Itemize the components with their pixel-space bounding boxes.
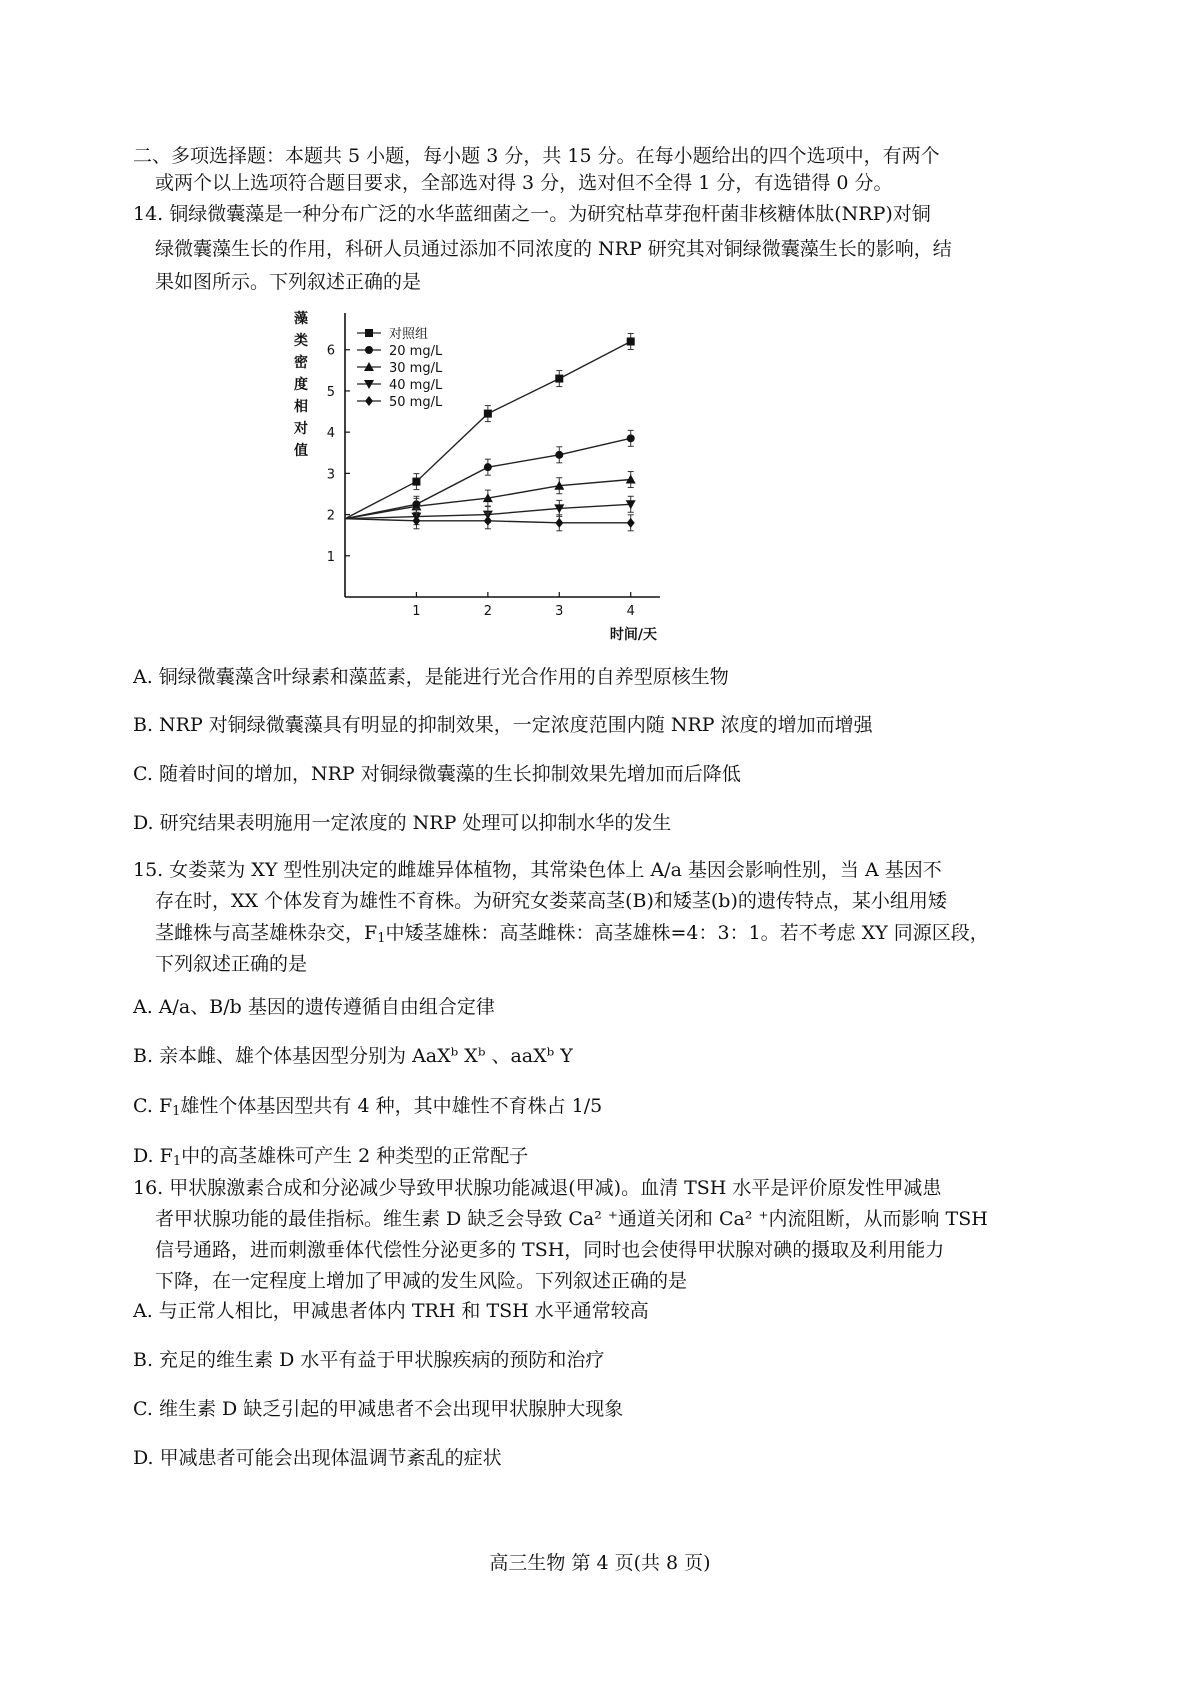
x-axis-label: 时间/天 [609,627,657,643]
x-tick-label: 3 [555,604,564,619]
section-heading-line-1: 二、多项选择题：本题共 5 小题，每小题 3 分，共 15 分。在每小题给出的四个选项中，有两个 [133,145,940,167]
data-point [484,516,492,526]
q16-stem-line-4: 下降，在一定程度上增加了甲减的发生风险。下列叙述正确的是 [155,1270,688,1292]
algae-density-chart [280,305,690,645]
x-tick-label: 1 [412,604,421,619]
q15-option-b[interactable]: B. 亲本雌、雄个体基因型分别为 AaXᵇ Xᵇ 、aaXᵇ Y [133,1045,573,1067]
data-point [555,451,563,459]
q14-stem-line-3: 果如图所示。下列叙述正确的是 [155,271,422,293]
section-heading-line-2: 或两个以上选项符合题目要求，全部选对得 3 分，选对但不全得 1 分，有选错得 0 分。 [155,172,893,194]
data-point [484,463,492,471]
q14-option-d[interactable]: D. 研究结果表明施用一定浓度的 NRP 处理可以抑制水华的发生 [133,812,672,834]
q15-option-d[interactable]: D. $F_1$中的高茎雄株可产生 2 种类型的正常配子 [133,1145,529,1169]
chart-axes [293,310,660,643]
q14-option-a[interactable]: A. 铜绿微囊藻含叶绿素和藻蓝素，是能进行光合作用的自养型原核生物 [133,666,729,688]
q14-option-c[interactable]: C. 随着时间的增加，NRP 对铜绿微囊藻的生长抑制效果先增加而后降低 [133,763,741,785]
legend-label: 50 mg/L [389,395,443,410]
data-point [627,337,635,345]
legend-label: 40 mg/L [389,378,443,393]
q16-stem-line-2: 者甲状腺功能的最佳指标。维生素 D 缺乏会导致 Ca² ⁺通道关闭和 Ca² ⁺内流阻断，从而影响 TSH [155,1208,988,1230]
data-point [626,475,636,484]
legend-marker [365,329,373,337]
data-point [627,518,635,528]
x-tick-label: 4 [626,604,635,619]
legend-marker [365,346,373,354]
legend-label: 30 mg/L [389,361,443,376]
q14-stem-line-2: 绿微囊藻生长的作用，科研人员通过添加不同浓度的 NRP 研究其对铜绿微囊藻生长的影响，结 [155,238,952,260]
y-tick-label: 3 [326,467,335,483]
data-point [555,375,563,383]
data-point [484,410,492,418]
data-point [627,434,635,442]
q15-stem-line-1: 15. 女娄菜为 XY 型性别决定的雌雄异体植物，其常染色体上 A/a 基因会影响性别，当 A 基因不 [133,859,942,881]
q15-stem-line-4: 下列叙述正确的是 [155,953,308,975]
x-tick-label: 2 [483,604,492,619]
q14-stem-line-1: 14. 铜绿微囊藻是一种分布广泛的水华蓝细菌之一。为研究枯草芽孢杆菌非核糖体肽(NRP)对铜 [133,203,931,225]
q16-option-d[interactable]: D. 甲减患者可能会出现体温调节紊乱的症状 [133,1447,502,1469]
y-tick-label: 2 [326,508,335,524]
legend-marker [365,396,373,406]
q16-stem-line-3: 信号通路，进而刺激垂体代偿性分泌更多的 TSH，同时也会使得甲状腺对碘的摄取及利用能力 [155,1239,945,1261]
q16-option-b[interactable]: B. 充足的维生素 D 水平有益于甲状腺疾病的预防和治疗 [133,1349,605,1371]
chart-legend [357,326,443,410]
y-tick-label: 6 [326,343,335,359]
q15-option-c[interactable]: C. $F_1$雄性个体基因型共有 4 种，其中雄性不育株占 1/5 [133,1095,603,1119]
q15-stem-line-3: 茎雌株与高茎雄株杂交，$F_1$中矮茎雄株：高茎雌株：高茎雄株=4：3：1。若不考虑 XY 同源区段， [155,922,989,946]
q16-stem-line-1: 16. 甲状腺激素合成和分泌减少导致甲状腺功能减退(甲减)。血清 TSH 水平是评价原发性甲减患 [133,1177,942,1199]
data-point [412,478,420,486]
legend-label: 20 mg/L [389,344,443,359]
y-tick-label: 5 [326,384,335,400]
y-axis-label: 藻类密度相对值 [294,311,308,459]
y-tick-label: 4 [326,426,335,442]
q16-option-a[interactable]: A. 与正常人相比，甲减患者体内 TRH 和 TSH 水平通常较高 [133,1300,649,1322]
q15-stem-line-2: 存在时，XX 个体发育为雄性不育株。为研究女娄菜高茎(B)和矮茎(b)的遗传特点，某小组用矮 [155,890,947,912]
q15-option-a[interactable]: A. A/a、B/b 基因的遗传遵循自由组合定律 [133,996,495,1018]
legend-label: 对照组 [389,327,429,342]
page-footer: 高三生物 第 4 页(共 8 页) [489,1552,711,1574]
y-tick-label: 1 [326,549,335,565]
q14-option-b[interactable]: B. NRP 对铜绿微囊藻具有明显的抑制效果，一定浓度范围内随 NRP 浓度的增加而增强 [133,714,873,736]
data-point [555,518,563,528]
q16-option-c[interactable]: C. 维生素 D 缺乏引起的甲减患者不会出现甲状腺肿大现象 [133,1398,624,1420]
